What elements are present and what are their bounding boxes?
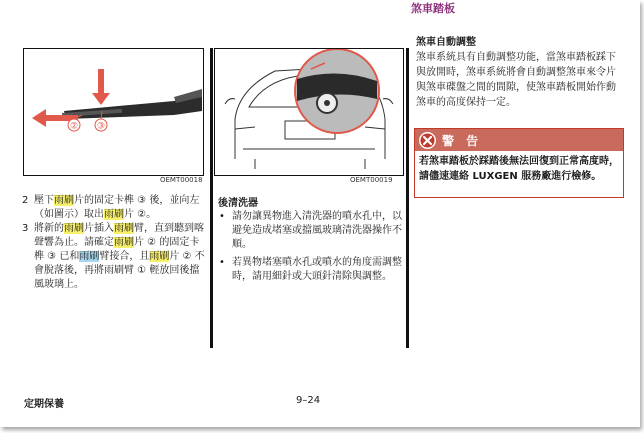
step-text	[34, 223, 205, 290]
bullet-icon: •	[219, 257, 225, 268]
list-item	[218, 210, 402, 252]
step-text-part: 臂接合，且	[99, 251, 150, 262]
brake-subtitle: 煞車自動調整	[416, 37, 476, 48]
highlighted-term: 雨刷	[149, 251, 170, 262]
warning-box	[414, 128, 624, 198]
car-rear-washer-figure	[214, 48, 404, 176]
list-item	[218, 256, 402, 284]
step-text	[34, 195, 199, 220]
brake-body: 煞車系統具有自動調整功能，當煞車踏板踩下與放開時，煞車系統將會自動調整煞車來令片與煞車碟盤之間的間隙，使煞車踏板開始作動煞車的高度保持一定。	[416, 52, 616, 108]
footer-section: 定期保養	[24, 399, 64, 410]
page-number: 9–24	[296, 395, 321, 406]
step-text-part: 片 ② 的固定卡榫 ③ 已和	[34, 237, 200, 262]
highlighted-term: 雨刷	[64, 223, 84, 234]
warning-prohibited-icon	[419, 132, 436, 149]
step-text-part: 臂，直到聽到喀聲響為止。請確定	[34, 223, 204, 248]
column-divider-left	[210, 48, 213, 348]
highlighted-term: 雨刷	[79, 251, 100, 262]
warning-text: 若煞車踏板於踩踏後無法回復到正常高度時，請儘速連絡 LUXGEN 服務廠進行檢修。	[419, 156, 619, 182]
step-text-part: 將新的	[34, 223, 64, 234]
wiper-step	[22, 194, 208, 222]
step-text-part: 片插入	[84, 223, 114, 234]
highlighted-term: 雨刷	[114, 223, 134, 234]
highlighted-term: 雨刷	[104, 209, 124, 220]
highlighted-term: 雨刷	[114, 237, 134, 248]
wiper-steps	[22, 194, 208, 292]
step-text-part: 片 ②。	[124, 209, 157, 220]
bullet-icon: •	[219, 211, 225, 222]
warning-label: 警 告	[442, 133, 483, 148]
washer-bullet-text: 請勿讓異物進入清洗器的噴水孔中，以避免造成堵塞或擋風玻璃清洗器操作不順。	[232, 211, 402, 250]
washer-list	[218, 210, 402, 288]
highlighted-term: 雨刷	[54, 195, 74, 206]
washer-title: 後清洗器	[218, 198, 258, 209]
callout-3: ③	[96, 121, 106, 132]
step-text-part: 片的固定卡榫 ③ 後，並向左（如圖示）取出	[34, 195, 200, 220]
warning-header	[415, 129, 623, 151]
section-header: 煞車踏板	[411, 2, 455, 15]
callout-2: ②	[69, 121, 79, 132]
step-text-part: 片 ② 不會脫落後，再將雨刷臂 ① 輕放回後擋風玻璃上。	[34, 251, 205, 290]
figure-caption-right: OEMT00019	[350, 176, 393, 184]
column-divider-right	[406, 48, 409, 348]
wiper-blade-figure	[23, 48, 204, 176]
step-number: 3	[22, 223, 29, 234]
step-number: 2	[22, 195, 29, 206]
step-text-part: 壓下	[34, 195, 54, 206]
wiper-step	[22, 222, 208, 292]
figure-caption-left: OEMT00018	[160, 176, 203, 184]
washer-bullet-text: 若異物堵塞噴水孔或噴水的角度需調整時，請用細針或大頭針清除與調整。	[232, 257, 402, 282]
